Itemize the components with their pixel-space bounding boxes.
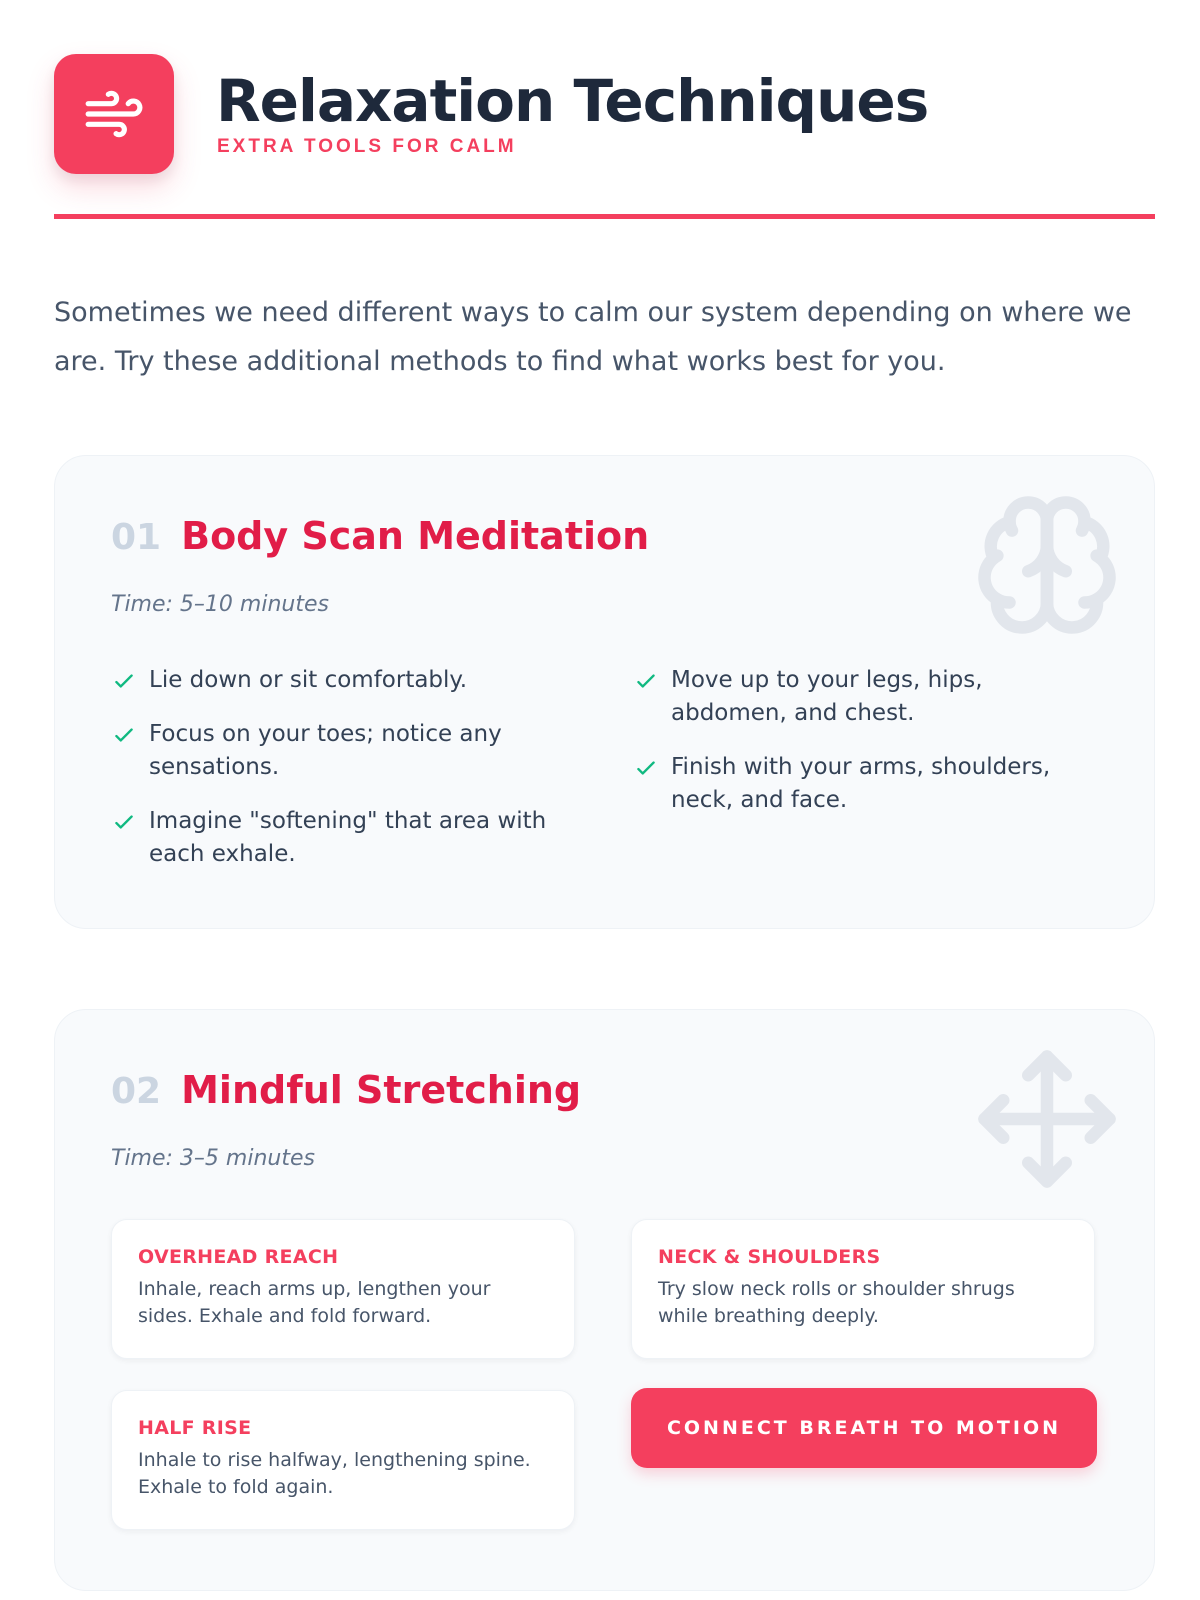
stretch-title: OVERHEAD REACH (138, 1246, 339, 1268)
move-arrows-icon (972, 1044, 1122, 1194)
check-icon (111, 668, 137, 694)
check-icon (633, 755, 659, 781)
brain-icon (972, 490, 1122, 640)
step-text: Move up to your legs, hips, abdomen, and chest. (671, 667, 983, 726)
card-number: 01 (111, 517, 162, 558)
check-icon (111, 722, 137, 748)
page-header (54, 54, 1155, 174)
step-checklist (111, 664, 1101, 892)
card-header (111, 1068, 581, 1112)
stretch-text: Try slow neck rolls or shoulder shrugs while breathing deeply. (658, 1278, 1015, 1327)
step-item (111, 805, 579, 871)
check-icon (111, 809, 137, 835)
step-text: Imagine "softening" that area with each exhale. (149, 808, 547, 867)
card-title: Mindful Stretching (181, 1068, 582, 1112)
step-text: Lie down or sit comfortably. (149, 667, 468, 693)
stretch-tile-overhead-reach (111, 1219, 575, 1359)
check-icon (633, 668, 659, 694)
card-number: 02 (111, 1071, 162, 1112)
step-text: Finish with your arms, shoulders, neck, and face. (671, 754, 1051, 813)
step-column-right (633, 664, 1101, 892)
step-text: Focus on your toes; notice any sensations. (149, 721, 502, 780)
step-column-left (111, 664, 579, 892)
page-title: Relaxation Techniques (216, 67, 929, 135)
step-item (111, 664, 579, 697)
stretch-text: Inhale, reach arms up, lengthen your sides. Exhale and fold forward. (138, 1278, 491, 1327)
wind-icon (83, 83, 145, 145)
connect-breath-button[interactable]: CONNECT BREATH TO MOTION (631, 1388, 1097, 1468)
stretch-tile-neck-shoulders (631, 1219, 1095, 1359)
stretch-tile-half-rise (111, 1390, 575, 1530)
card-time: Time: 3–5 minutes (111, 1146, 315, 1171)
technique-card-body-scan (54, 455, 1155, 929)
stretch-title: HALF RISE (138, 1417, 252, 1439)
page-subtitle: EXTRA TOOLS FOR CALM (217, 136, 517, 157)
app-logo (54, 54, 174, 174)
card-time: Time: 5–10 minutes (111, 592, 329, 617)
stretch-text: Inhale to rise halfway, lengthening spine. Exhale to fold again. (138, 1449, 531, 1498)
card-title: Body Scan Meditation (181, 514, 650, 558)
step-item (633, 751, 1101, 817)
step-item (111, 718, 579, 784)
intro-text: Sometimes we need different ways to calm our system depending on where we are. Try these additional methods to find what works best for you. (54, 297, 1132, 377)
stretch-title: NECK & SHOULDERS (658, 1246, 881, 1268)
card-header (111, 514, 649, 558)
header-divider (54, 214, 1155, 219)
step-item (633, 664, 1101, 730)
technique-card-stretching (54, 1009, 1155, 1591)
